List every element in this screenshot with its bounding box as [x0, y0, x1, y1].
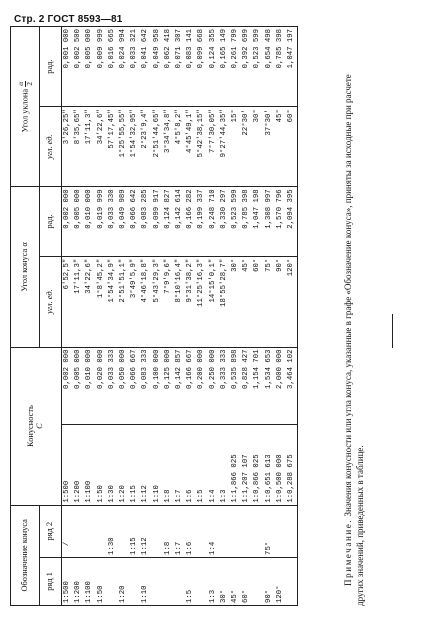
slope-angle-header	[11, 27, 40, 187]
half-alpha-radians-column: 0,001 000 0,002 500 0,005 000 0,009 999 0,016 665 0,024 994 0,033 321 0,041 642 0,049 958 0,062 418 0,071 307 0,083 141 0,099 668 0,124 355 0,165 149 0,261 799 0,392 699 0,523 599 0,654 498 0,785 398 1,047 197	[62, 27, 298, 107]
slope-angle-label: Угол уклона	[19, 88, 29, 133]
taper-symbol: C	[35, 423, 44, 429]
table-body-row	[62, 27, 298, 606]
page-header: Стр. 2 ГОСТ 8593—81	[14, 14, 123, 25]
alpha-rad-header: рад.	[40, 187, 62, 256]
half-alpha-denominator: 2	[24, 81, 34, 86]
cone-angle-header: Угол конуса α	[11, 187, 40, 347]
note-text: Значения конусности или угла конуса, указанные в графе «Обозначение конуса», приняты за исходные при расчете других значений, приведенных в таблице.	[343, 74, 365, 606]
taper-title: Конусность	[26, 405, 36, 447]
half-alpha-fraction	[17, 81, 34, 87]
note-lead: Примечание.	[343, 518, 353, 586]
half-alpha-units-header: угл. ед.	[40, 107, 62, 187]
cone-taper-table	[10, 26, 298, 606]
alpha-degrees-column: 6'52,5" 17'11,3" 34'22,6" 1°8'45,2" 1°54'34,9" 2°51'51,1" 3°49'5,9" 4°46'18,8" 5°43'29,3" 7°9'9,6" 8°10'16,4" 9°31'38,2" 11°25'16,3" 14°15'0,1" 18°55'28,7" 30° 45° 60° 75° 90° 120°	[62, 256, 298, 347]
half-alpha-numerator: α	[15, 81, 25, 86]
alpha-units-header: угл. ед.	[40, 256, 62, 347]
end-rule	[392, 314, 393, 348]
taper-ratio-column: 1:500 1:200 1:100 1:50 1:30 1:20 1:15 1:12 1:10 1:8 1:7 1:6 1:5 1:4 1:3 1:1,866 025 1:1,207 107 1:0,866 025 1:0,651 613 1:0,500 000 1:0,288 675	[62, 425, 298, 505]
half-alpha-degrees-column: 3'26,25" 8'35,65" 17'11,3" 34'22,6" 57'17,45" 1°25'55,55" 1°54'32,95" 2°23'9,4" 2°51'44,65" 3°34'34,8" 4°5'8,2" 4°45'49,1" 5°42'38,15" 7°7'30,05" 9°27'44,35" 15° 22°30' 30° 37°30' 45° 60°	[62, 107, 298, 187]
row1-column: 1:500 1:200 1:100 1:50 1:20 1:10 1:5 1:3 30° 45° 60° 90° 120°	[62, 557, 298, 605]
alpha-radians-column: 0,002 000 0,005 000 0,010 000 0,019 999 0,033 330 0,049 989 0,066 642 0,083 285 0,099 917 0,124 827 0,142 614 0,166 282 0,199 337 0,248 710 0,330 297 0,523 599 0,785 398 1,047 198 1,308 997 1,570 796 2,094 395	[62, 187, 298, 256]
taper-header	[11, 347, 62, 505]
row2-header: ряд 2	[40, 505, 62, 557]
row1-header: ряд 1	[40, 557, 62, 605]
designation-header: Обозначение конуса	[11, 505, 40, 605]
half-alpha-rad-header: рад.	[40, 27, 62, 107]
table-note	[342, 46, 366, 606]
taper-value-column: 0,002 000 0,005 000 0,010 000 0,020 000 0,033 333 0,050 000 0,066 667 0,083 333 0,100 000 0,125 000 0,142 857 0,166 667 0,200 000 0,250 000 0,333 333 0,535 898 0,828 427 1,154 701 1,534 653 2,000 000 3,464 102	[62, 347, 298, 425]
row2-column: / 1:30 1:15 1:12 1:8 1:7 1:6 1:4 75°	[62, 505, 298, 557]
rotated-page-body	[10, 26, 415, 606]
